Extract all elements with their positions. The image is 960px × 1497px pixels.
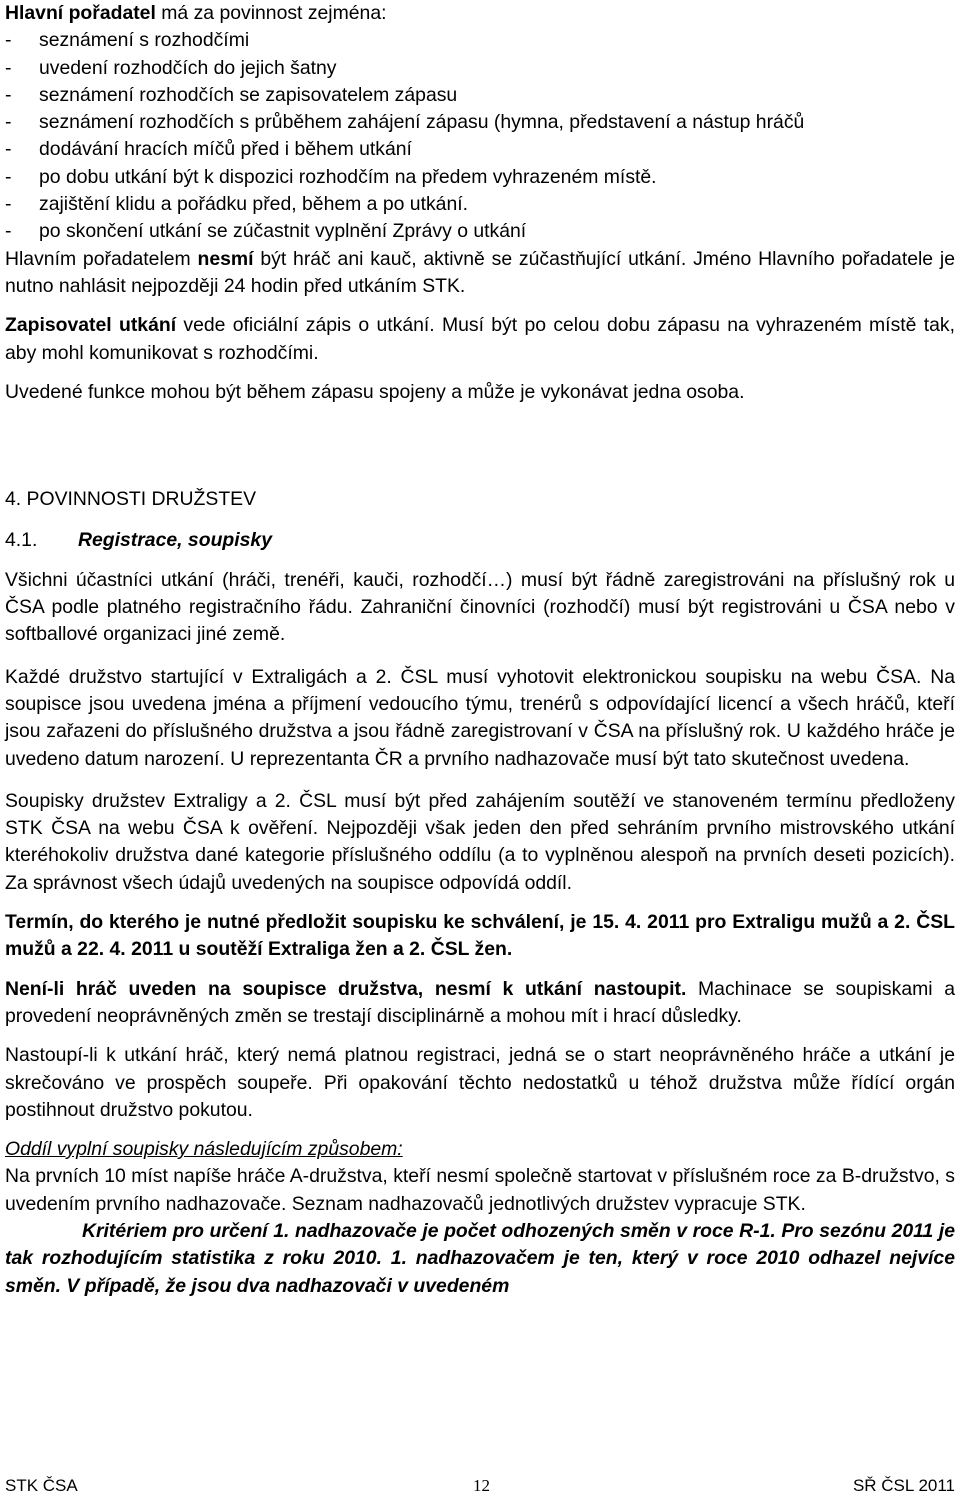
spacer <box>5 406 955 486</box>
list-bullet: - <box>5 29 12 52</box>
spacer <box>5 897 955 909</box>
organizer-duties-list <box>5 27 955 245</box>
spacer <box>5 555 955 567</box>
list-bullet: - <box>5 83 12 106</box>
spacer <box>5 367 955 379</box>
unregistered-player-paragraph: Nastoupí-li k utkání hráč, který nemá platnou registraci, jedná se o start neoprávněného hráče a utkání je skrečováno ve prospěch soupeře. Při opakování těchto nedostatků u téhož družstva může řídící orgán postihnout družstvo pokutou. <box>5 1044 955 1121</box>
spacer <box>5 773 955 788</box>
list-bullet: - <box>5 193 12 216</box>
list-item: - zajištění klidu a pořádku před, během a po utkání. <box>5 191 955 218</box>
spacer <box>5 1124 955 1136</box>
list-bullet: - <box>5 165 12 188</box>
scorekeeper-term: Zapisovatel utkání <box>5 314 177 337</box>
list-item: - dodávání hracích míčů před i během utkání <box>5 136 955 163</box>
scorekeeper-paragraph: Zapisovatel utkání vede oficiální zápis o utkání. Musí být po celou dobu zápasu na vyhrazeném místě tak, aby mohl komunikovat s rozhodčími. <box>5 314 955 364</box>
list-item: - po dobu utkání být k dispozici rozhodčím na předem vyhrazeném místě. <box>5 164 955 191</box>
document-page <box>5 0 955 1300</box>
list-bullet: - <box>5 56 12 79</box>
list-item: - seznámení rozhodčích se zapisovatelem zápasu <box>5 82 955 109</box>
not-on-roster-paragraph: Není-li hráč uveden na soupisce družstva, nesmí k utkání nastoupit. Machinace se soupiskami a provedení neoprávněných změn se trestají disciplinárně a mohou mít i hrací důsledky. <box>5 977 955 1027</box>
organizer-intro-text: má za povinnost zejména: <box>155 2 387 24</box>
deadline-paragraph: Termín, do kterého je nutné předložit soupisku ke schválení, je 15. 4. 2011 pro Extraligu mužů a 2. ČSL mužů a 22. 4. 2011 u soutěží Extraliga žen a 2. ČSL žen. <box>5 911 955 961</box>
list-item: - uvedení rozhodčích do jejich šatny <box>5 55 955 82</box>
list-bullet: - <box>5 138 12 161</box>
list-bullet: - <box>5 111 12 134</box>
list-item: - seznámení rozhodčích s průběhem zahájení zápasu (hymna, představení a nástup hráčů <box>5 109 955 136</box>
subsection-heading <box>5 527 955 554</box>
footer-left: STK ČSA <box>5 1476 78 1495</box>
pitcher-criteria-paragraph: Kritériem pro určení 1. nadhazovače je počet odhozených směn v roce R-1. Pro sezónu 2011 je tak rozhodujícím statistika z roku 2010. 1. nadhazovačem je ten, který v roce 2010 odhazel nejvíce směn. V případě, že jsou dva nadhazovači v uvedeném <box>5 1219 955 1297</box>
list-item: - seznámení s rozhodčími <box>5 27 955 54</box>
spacer <box>5 649 955 664</box>
subsection-title: Registrace, soupisky <box>78 529 272 552</box>
section-heading: 4. POVINNOSTI DRUŽSTEV <box>5 488 257 511</box>
organizer-term: Hlavní pořadatel <box>5 2 156 24</box>
roster-submission-paragraph: Soupisky družstev Extraligy a 2. ČSL musí být před zahájením soutěží ve stanoveném termínu předloženy STK ČSA na webu ČSA k ověření. Nejpozději však jeden den před sehráním prvního mistrovského utkání kteréhokoliv družstva dané kategorie příslušného oddílu (a to vyplněnou alespoň na prvních deseti pozicích). Za správnost všech údajů uvedených na soupisce odpovídá oddíl. <box>5 789 955 894</box>
roster-fill-heading: Oddíl vyplní soupisky následujícím způsobem: <box>5 1138 403 1161</box>
spacer <box>5 513 955 527</box>
page-number: 12 <box>473 1476 490 1495</box>
organizer-intro <box>5 0 955 27</box>
registration-paragraph: Všichni účastníci utkání (hráči, trenéři, kauči, rozhodčí…) musí být řádně zaregistrováni na příslušný rok u ČSA podle platného registračního řádu. Zahraniční činovníci (rozhodčí) musí být registrováni u ČSA nebo v softballové organizaci jiné země. <box>5 568 955 646</box>
footer-right: SŘ ČSL 2011 <box>852 1476 955 1495</box>
spacer <box>5 300 955 312</box>
must-not-term: nesmí <box>197 247 254 270</box>
list-bullet: - <box>5 220 12 243</box>
spacer <box>5 1030 955 1042</box>
page-footer <box>5 1475 955 1497</box>
functions-note: Uvedené funkce mohou být během zápasu spojeny a může je vykonávat jedna osoba. <box>5 380 745 403</box>
roster-fill-paragraph: Na prvních 10 míst napíše hráče A-družstva, kteří nesmí společně startovat v příslušném roce za B-družstvo, s uvedením prvního nadhazovače. Seznam nadhazovačů jednotlivých družstev vypracuje STK. <box>5 1165 955 1215</box>
subsection-number: 4.1. <box>5 529 38 552</box>
spacer <box>5 964 955 976</box>
organizer-restriction: Hlavním pořadatelem nesmí být hráč ani kauč, aktivně se zúčastňující utkání. Jméno Hlavního pořadatele je nutno nahlásit nejpozději 24 hodin před utkáním STK. <box>5 247 955 297</box>
roster-paragraph: Každé družstvo startující v Extraligách a 2. ČSL musí vyhotovit elektronickou soupisku na webu ČSA. Na soupisce jsou uvedena jména a příjmení vedoucího týmu, trenérů s odpovídající licencí a všech hráčů, kteří jsou zařazeni do příslušného družstva a jsou řádně zaregistrovaní v ČSA na příslušný rok. U každého hráče je uvedeno datum narození. U reprezentanta ČR a prvního nadhazovače musí být tato skutečnost uvedena. <box>5 665 955 770</box>
list-item: - po skončení utkání se zúčastnit vyplnění Zprávy o utkání <box>5 218 955 245</box>
